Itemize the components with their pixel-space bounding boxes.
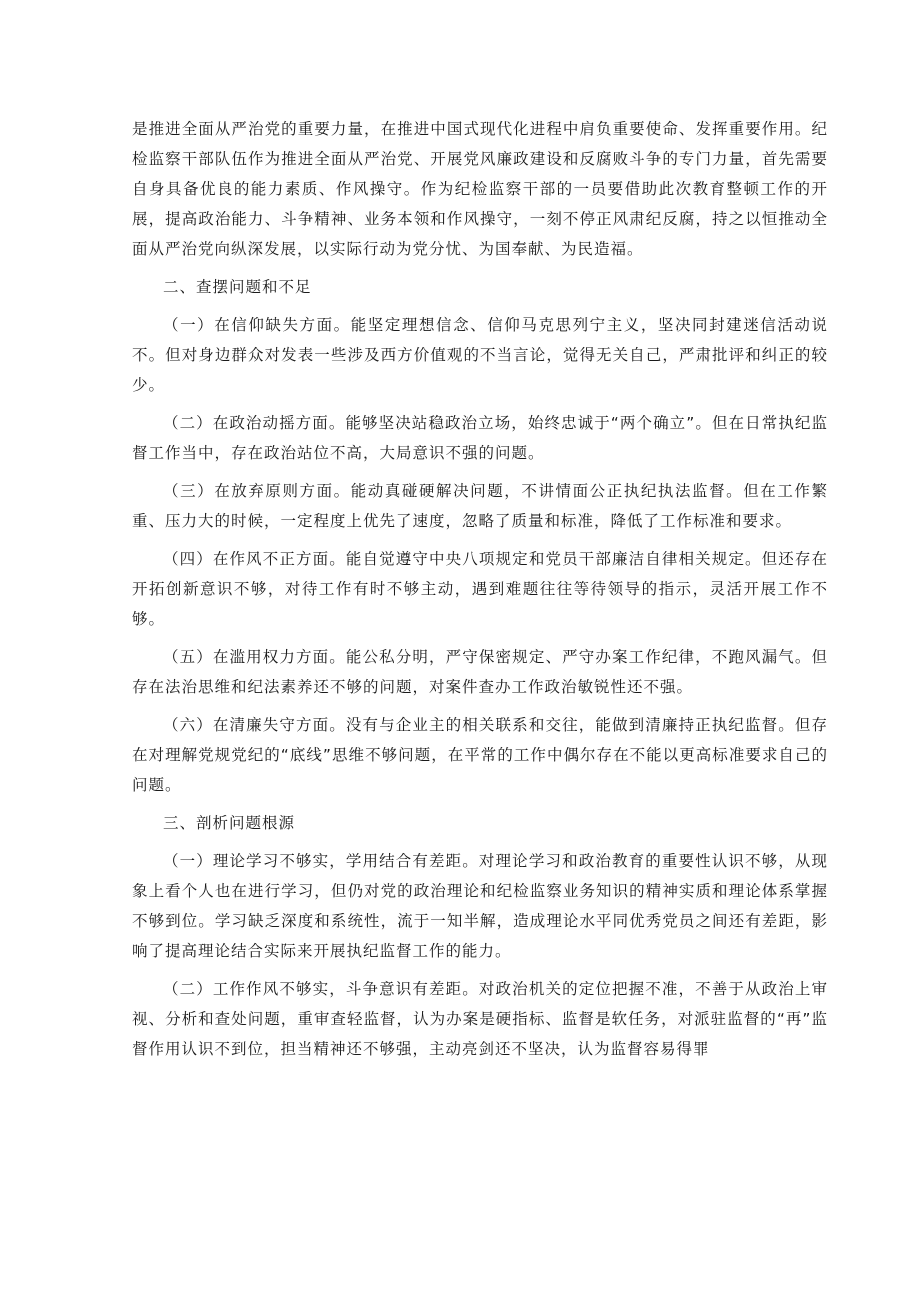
root-cause-paragraph-2: （二）工作作风不够实，斗争意识有差距。对政治机关的定位把握不准，不善于从政治上审视、分析和查处问题，重审查轻监督，认为办案是硬指标、监督是软任务，对派驻监督的“再”监督作用认识不到位，担当精神还不够强，主动亮剑还不坚决，认为监督容易得罪 <box>132 980 828 1058</box>
issue-paragraph-3: （三）在放弃原则方面。能动真碰硬解决问题，不讲情面公正执纪执法监督。但在工作繁重、压力大的时候，一定程度上优先了速度，忽略了质量和标准，降低了工作标准和要求。 <box>132 482 828 530</box>
root-cause-paragraph-1: （一）理论学习不够实，学用结合有差距。对理论学习和政治教育的重要性认识不够，从现象上看个人也在进行学习，但仍对党的政治理论和纪检监察业务知识的精神实质和理论体系掌握不够到位。学习缺乏深度和系统性，流于一知半解，造成理论水平同优秀党员之间还有差距，影响了提高理论结合实际来开展执纪监督工作的能力。 <box>132 852 828 960</box>
intro-paragraph: 是推进全面从严治党的重要力量，在推进中国式现代化进程中肩负重要使命、发挥重要作用。纪检监察干部队伍作为推进全面从严治党、开展党风廉政建设和反腐败斗争的专门力量，首先需要自身具备优良的能力素质、作风操守。作为纪检监察干部的一员要借助此次教育整顿工作的开展，提高政治能力、斗争精神、业务本领和作风操守，一刻不停正风肃纪反腐，持之以恒推动全面从严治党向纵深发展，以实际行动为党分忧、为国奉献、为民造福。 <box>132 120 828 258</box>
document-body <box>132 114 828 1072</box>
issue-paragraph-1: （一）在信仰缺失方面。能坚定理想信念、信仰马克思列宁主义，坚决同封建迷信活动说不。但对身边群众对发表一些涉及西方价值观的不当言论，觉得无关自己，严肃批评和纠正的较少。 <box>132 316 828 394</box>
issue-paragraph-2: （二）在政治动摇方面。能够坚决站稳政治立场，始终忠诚于“两个确立”。但在日常执纪监督工作当中，存在政治站位不高，大局意识不强的问题。 <box>132 414 828 462</box>
issue-paragraph-4: （四）在作风不正方面。能自觉遵守中央八项规定和党员干部廉洁自律相关规定。但还存在开拓创新意识不够，对待工作有时不够主动，遇到难题往往等待领导的指示，灵活开展工作不够。 <box>132 550 828 628</box>
section-heading-2: 二、查摆问题和不足 <box>163 278 312 296</box>
section-heading-3: 三、剖析问题根源 <box>163 814 296 832</box>
issue-paragraph-6: （六）在清廉失守方面。没有与企业主的相关联系和交往，能做到清廉持正执纪监督。但存在对理解党规党纪的“底线”思维不够问题，在平常的工作中偶尔存在不能以更高标准要求自己的问题。 <box>132 716 828 794</box>
issue-paragraph-5: （五）在滥用权力方面。能公私分明，严守保密规定、严守办案工作纪律，不跑风漏气。但存在法治思维和纪法素养还不够的问题，对案件查办工作政治敏锐性还不强。 <box>132 648 828 696</box>
